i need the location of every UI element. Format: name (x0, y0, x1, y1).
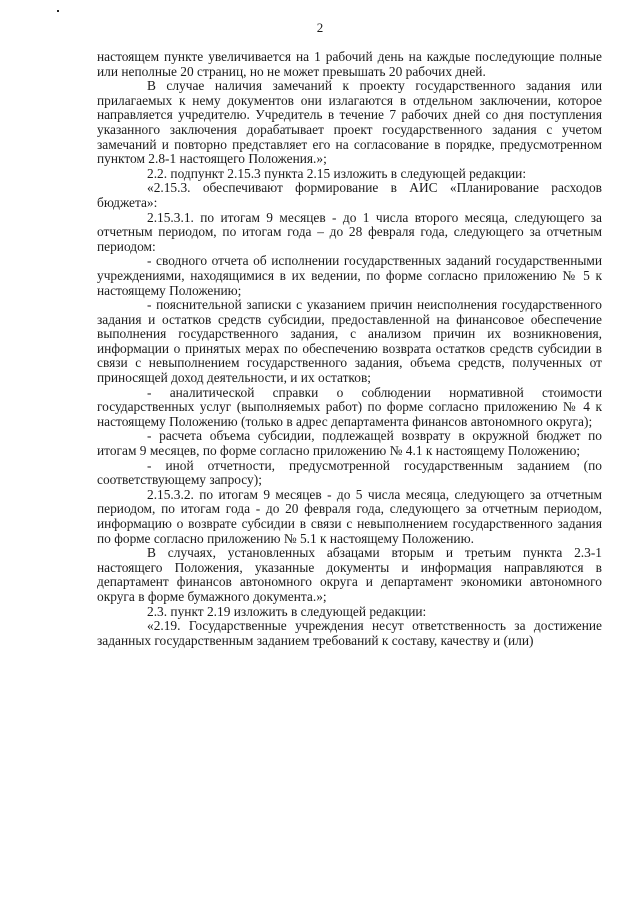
paragraph: 2.15.3.1. по итогам 9 месяцев - до 1 числа второго месяца, следующего за отчетным периодом, по итогам года – до 28 февраля года, следующего за отчетным периодом: (97, 209, 602, 254)
page-number: 2 (316, 20, 324, 35)
list-item: - иной отчетности, предусмотренной государственным заданием (по соответствующему запросу); (97, 457, 602, 488)
paragraph: настоящем пункте увеличивается на 1 рабочий день на каждые последующие полные или неполные 20 страниц, но не может превышать 20 рабочих дней. (97, 49, 602, 79)
list-item: - аналитической справки о соблюдении нормативной стоимости государственных услуг (выполняемых работ) по форме согласно приложению № 4 к настоящему Положению (только в адрес департамента финансов автономного округа); (97, 384, 602, 429)
scan-speck (57, 10, 59, 12)
paragraph: 2.2. подпункт 2.15.3 пункта 2.15 изложить в следующей редакции: (147, 165, 527, 181)
paragraph: «2.15.3. обеспечивают формирование в АИС «Планирование расходов бюджета»: (97, 180, 602, 210)
paragraph: «2.19. Государственные учреждения несут ответственность за достижение заданных государственным заданием требований к составу, качеству и (или) (97, 618, 602, 648)
document-body (97, 50, 602, 648)
paragraph: В случаях, установленных абзацами вторым и третьим пункта 2.3-1 настоящего Положения, указанные документы и информация направляются в департамент финансов автономного округа и департамент экономики автономного округа в форме бумажного документа.»; (97, 545, 602, 604)
list-item: - сводного отчета об исполнении государственных заданий государственными учреждениями, находящимися в их ведении, по форме согласно приложению № 5 к настоящему Положению; (97, 253, 602, 298)
list-item: - пояснительной записки с указанием причин неисполнения государственного задания и остатков средств субсидии, предоставленной на финансовое обеспечение выполнения государственного задания, с анализом причин их возникновения, информации о принятых мерах по обеспечению возврата остатков средств субсидии в связи с невыполнением государственного задания, объема средств, полученных от приносящей доход деятельности, и их остатков; (97, 297, 602, 386)
paragraph: 2.15.3.2. по итогам 9 месяцев - до 5 числа месяца, следующего за отчетным периодом, по итогам года - до 20 февраля года, следующего за отчетным периодом, информацию о возврате субсидии в связи с невыполнением государственного задания по форме согласно приложению № 5.1 к настоящему Положению. (97, 486, 602, 546)
list-item: - расчета объема субсидии, подлежащей возврату в окружной бюджет по итогам 9 месяцев, по форме согласно приложению № 4.1 к настоящему Положению; (97, 428, 602, 459)
paragraph: 2.3. пункт 2.19 изложить в следующей редакции: (147, 603, 427, 619)
paragraph: В случае наличия замечаний к проекту государственного задания или прилагаемых к нему документов они излагаются в отдельном заключении, которое направляется учредителю. Учредитель в течение 7 рабочих дней со дня поступления указанного заключения дорабатывает проект государственного задания с учетом замечаний и повторно представляет его на согласование в порядке, предусмотренном пунктом 2.8-1 настоящего Положения.»; (97, 78, 602, 167)
